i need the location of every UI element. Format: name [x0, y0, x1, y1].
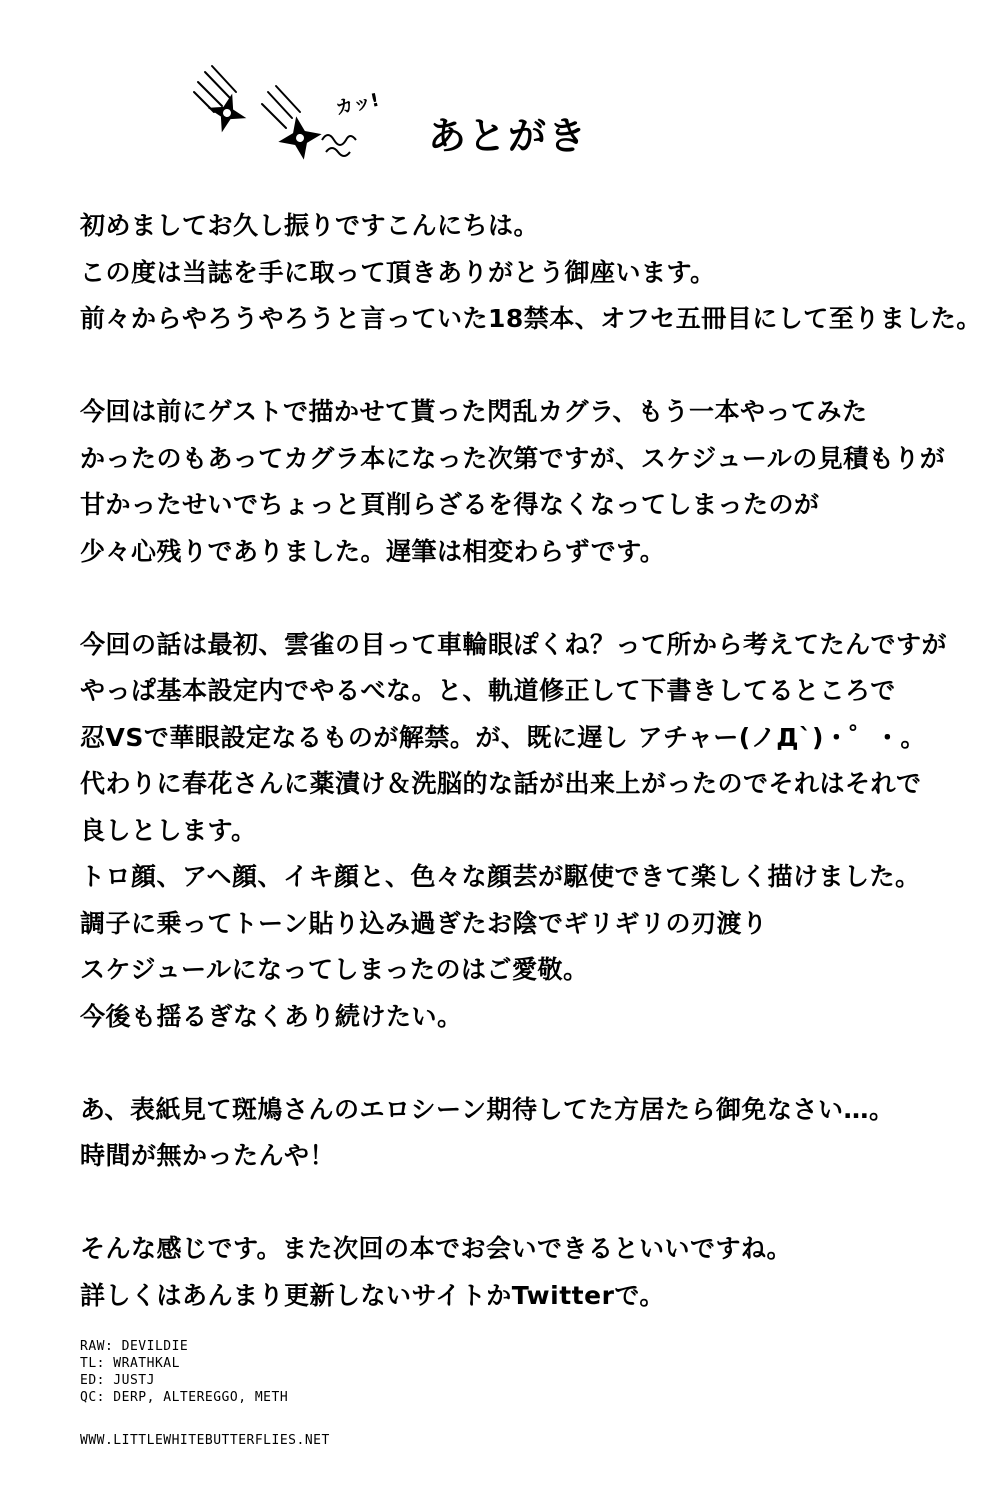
text-line: 調子に乗ってトーン貼り込み過ぎたお陰でギリギリの刃渡り [80, 908, 768, 938]
page-title: あとがき [428, 114, 589, 158]
text-line: 代わりに春花さんに薬漬け＆洗脳的な話が出来上がったのでそれはそれで [80, 769, 922, 798]
credit-tl: TL: WRATHKAL [80, 1356, 180, 1371]
afterword-header [190, 60, 610, 170]
afterword-body [80, 203, 990, 1319]
credit-ed: ED: JUSTJ [80, 1373, 155, 1388]
text-line: トロ顔、アヘ顔、イキ顔と、色々な顔芸が駆使できて楽しく描けました。 [80, 862, 921, 891]
text-line: あ、表紙見て斑鳩さんのエロシーン期待してた方居たら御免なさい…。 [80, 1094, 895, 1124]
text-line: 初めましてお久し振りですこんにちは。 [80, 211, 540, 240]
credit-raw: RAW: DEVILDIE [80, 1339, 189, 1354]
paragraph-gap [80, 1180, 990, 1227]
text-line: 良しとします。 [80, 815, 257, 845]
paragraph-gap [80, 343, 990, 390]
scanlation-credits [80, 1338, 288, 1406]
paragraph-gap [80, 1040, 990, 1087]
sound-effect: カッ! [333, 89, 382, 120]
text-line: 今回は前にゲストで描かせて貰った閃乱カグラ、もう一本やってみた [80, 397, 868, 426]
text-line: 甘かったせいでちょっと頁削らざるを得なくなってしまったのが [80, 490, 820, 519]
website-url: WWW.LITTLEWHITEBUTTERFLIES.NET [80, 1433, 330, 1448]
credit-qc: QC: DERP, ALTEREGGO, METH [80, 1390, 289, 1405]
text-line: かったのもあってカグラ本になった次第ですが、スケジュールの見積もりが [80, 443, 946, 473]
text-line: 詳しくはあんまり更新しないサイトかTwitterで。 [80, 1280, 665, 1310]
text-line: 忍VSで華眼設定なるものが解禁。が、既に遅し アチャー(ノД`)・゜・。 [80, 722, 926, 752]
text-line: 少々心残りでありました。遅筆は相変わらずです。 [80, 536, 666, 566]
text-line: 今回の話は最初、雲雀の目って車輪眼ぽくね？って所から考えてたんですが [80, 629, 948, 659]
text-line: 時間が無かったんや！ [80, 1141, 336, 1170]
text-line: この度は当誌を手に取って頂きありがとう御座います。 [80, 257, 716, 287]
text-line: 前々からやろうやろうと言っていた18禁本、オフセ五冊目にして至りました。 [80, 304, 982, 333]
paragraph-gap [80, 575, 990, 622]
text-line: スケジュールになってしまったのはご愛敬。 [80, 955, 589, 984]
text-line: やっぱ基本設定内でやるべな。と、軌道修正して下書きしてるところで [80, 676, 896, 705]
text-line: 今後も揺るぎなくあり続けたい。 [80, 1001, 463, 1031]
text-line: そんな感じです。また次回の本でお会いできるといいですね。 [80, 1234, 793, 1263]
